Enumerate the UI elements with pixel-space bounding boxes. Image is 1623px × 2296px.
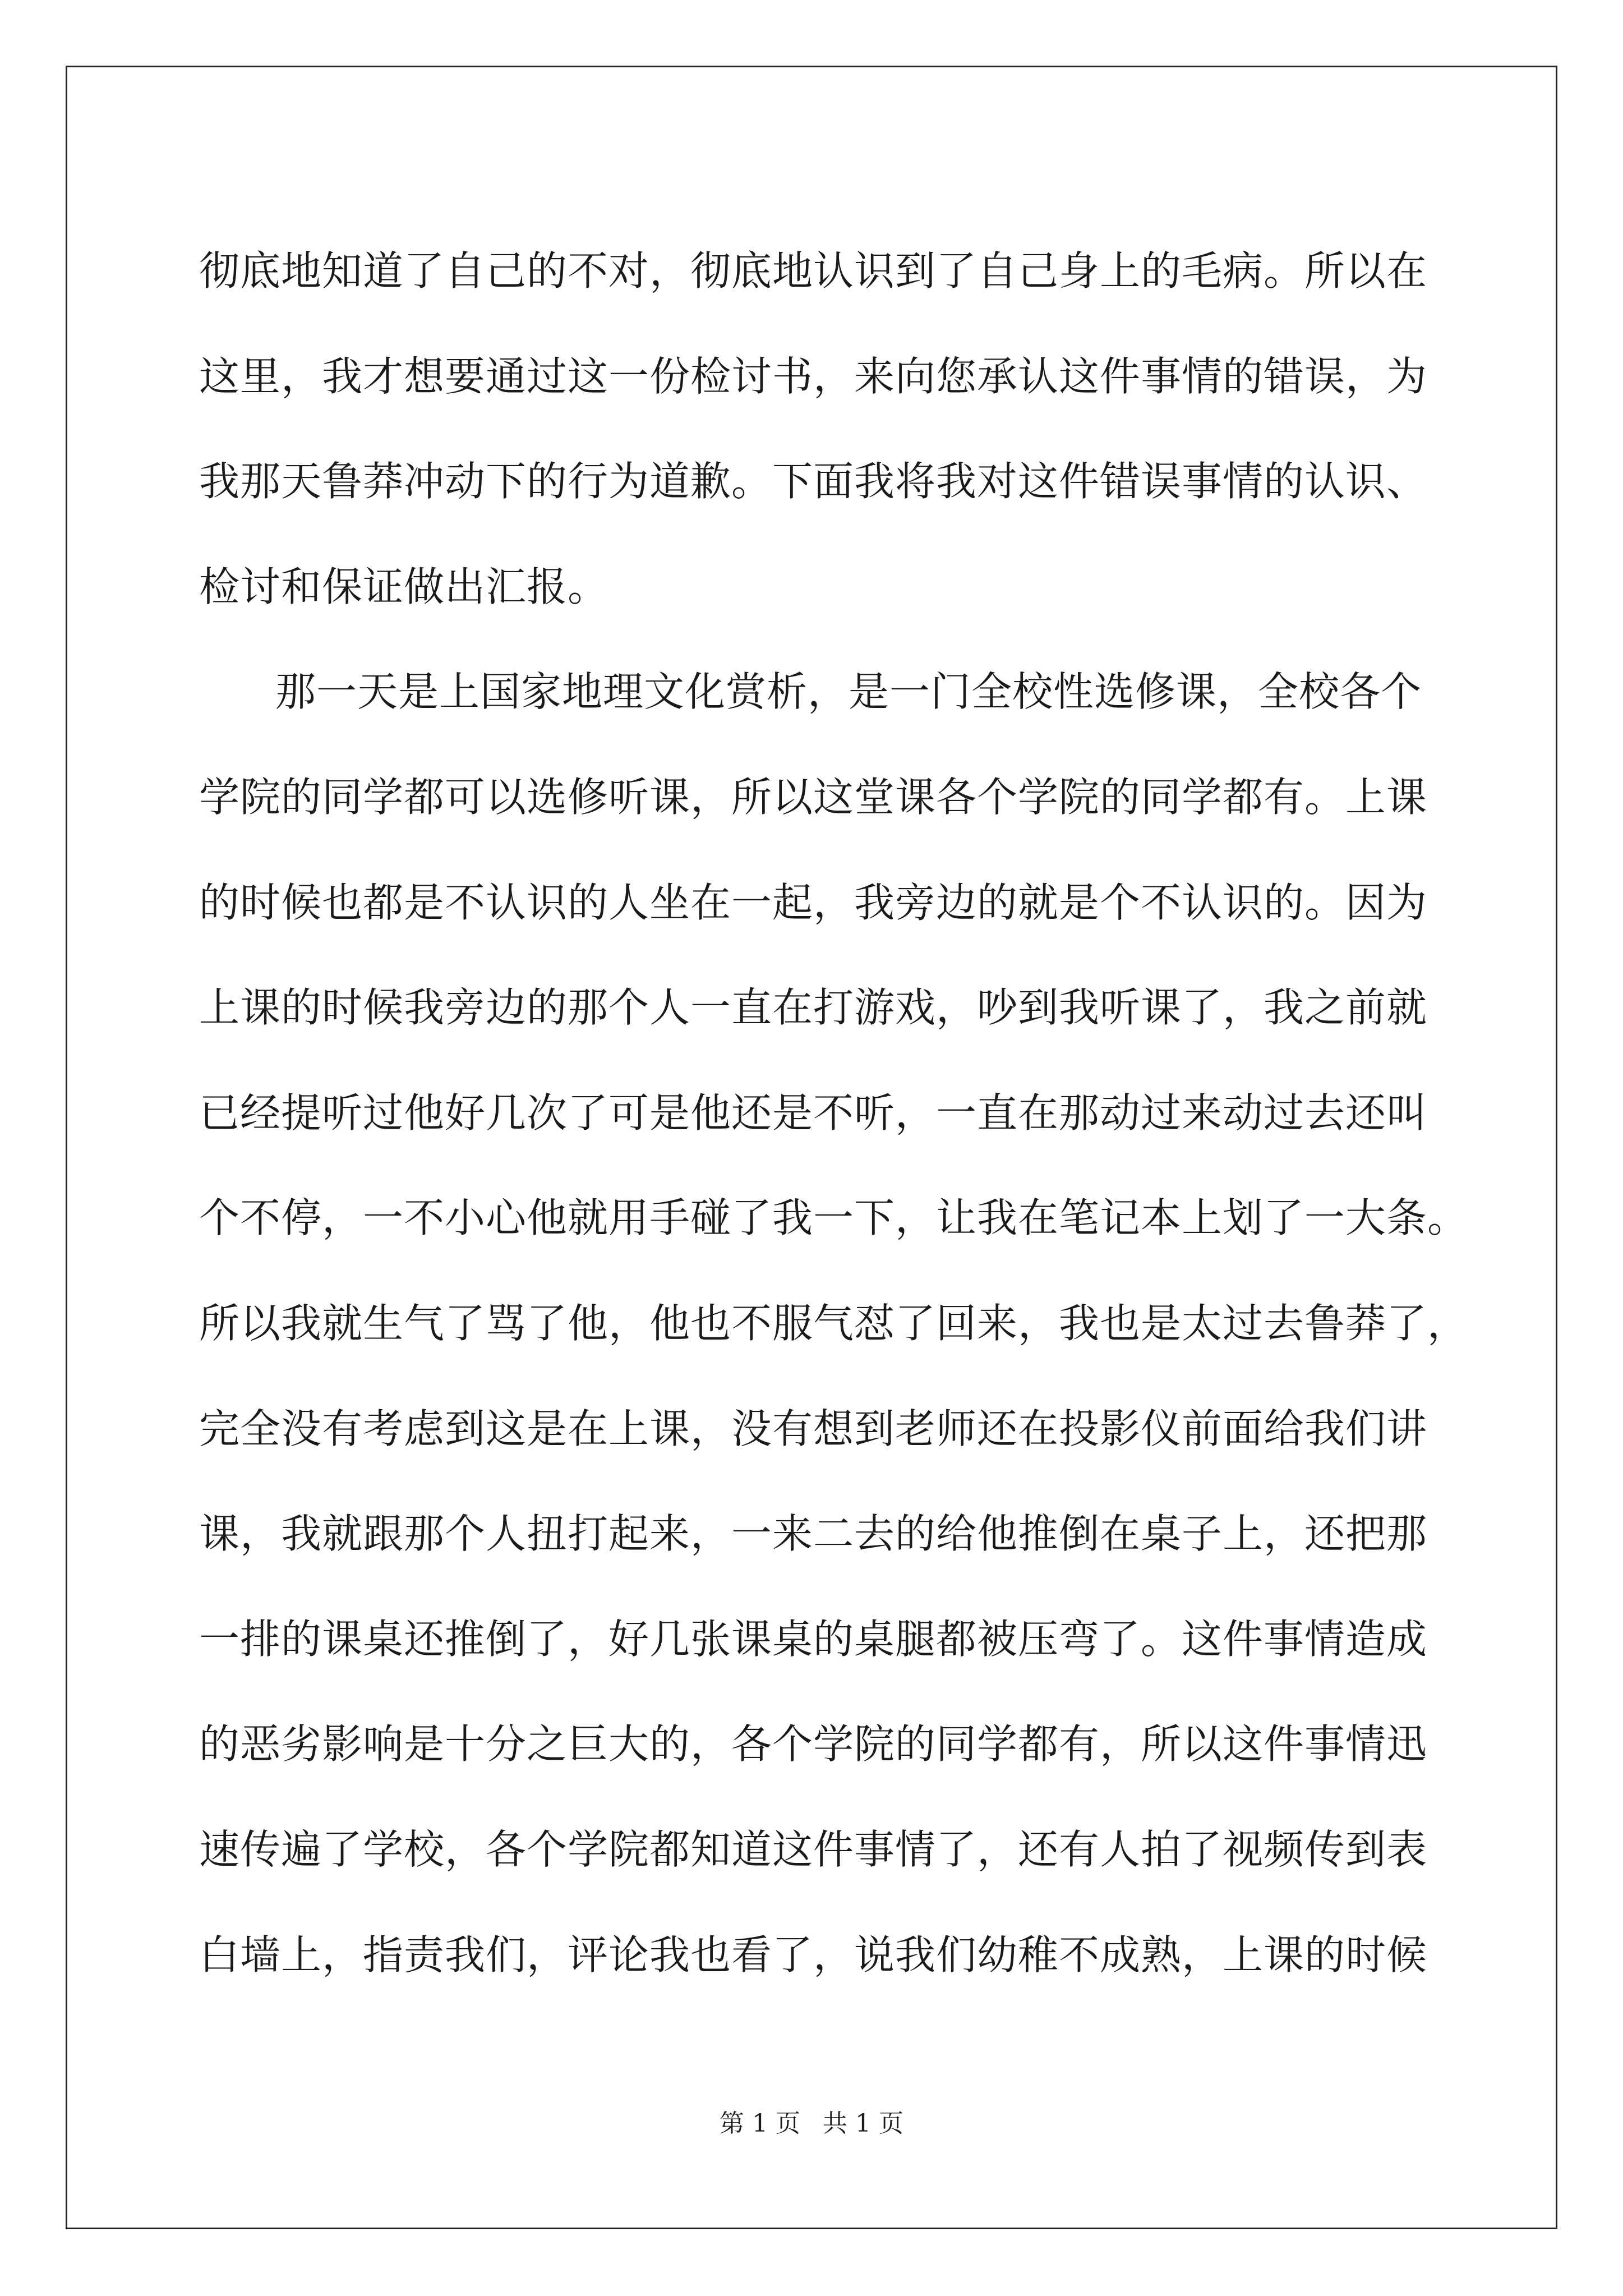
document-body [199,219,1469,2008]
text-line-6: 学院的同学都可以选修听课，所以这堂课各个学院的同学都有。上课 [199,773,1428,821]
text-line-3: 我那天鲁莽冲动下的行为道歉。下面我将我对这件错误事情的认识、 [199,458,1428,505]
page-total: 共 1 页 [823,2109,903,2138]
page-number: 第 1 页 [720,2109,800,2138]
page-footer [0,2108,1623,2139]
text-line-17: 白墙上，指责我们，评论我也看了，说我们幼稚不成熟，上课的时候 [199,1931,1428,1978]
text-line-1: 彻底地知道了自己的不对，彻底地认识到了自己身上的毛病。所以在 [199,247,1428,295]
text-line-8: 上课的时候我旁边的那个人一直在打游戏，吵到我听课了，我之前就 [199,984,1428,1032]
text-line-5: 那一天是上国家地理文化赏析，是一门全校性选修课，全校各个 [275,668,1422,716]
text-line-2: 这里，我才想要通过这一份检讨书，来向您承认这件事情的错误，为 [199,352,1428,400]
text-line-12: 完全没有考虑到这是在上课，没有想到老师还在投影仪前面给我们讲 [199,1405,1428,1452]
text-line-14: 一排的课桌还推倒了，好几张课桌的桌腿都被压弯了。这件事情造成 [199,1615,1428,1663]
text-line-9: 已经提听过他好几次了可是他还是不听，一直在那动过来动过去还叫 [199,1089,1428,1137]
text-line-4: 检讨和保证做出汇报。 [199,563,609,610]
text-line-7: 的时候也都是不认识的人坐在一起，我旁边的就是个不认识的。因为 [199,878,1428,926]
text-line-11: 所以我就生气了骂了他，他也不服气怼了回来，我也是太过去鲁莽了， [199,1299,1469,1347]
text-line-15: 的恶劣影响是十分之巨大的，各个学院的同学都有，所以这件事情迅 [199,1720,1428,1768]
text-line-16: 速传遍了学校，各个学院都知道这件事情了，还有人拍了视频传到表 [199,1825,1428,1873]
text-line-13: 课，我就跟那个人扭打起来，一来二去的给他推倒在桌子上，还把那 [199,1510,1428,1558]
text-line-10: 个不停，一不小心他就用手碰了我一下，让我在笔记本上划了一大条。 [199,1194,1469,1242]
